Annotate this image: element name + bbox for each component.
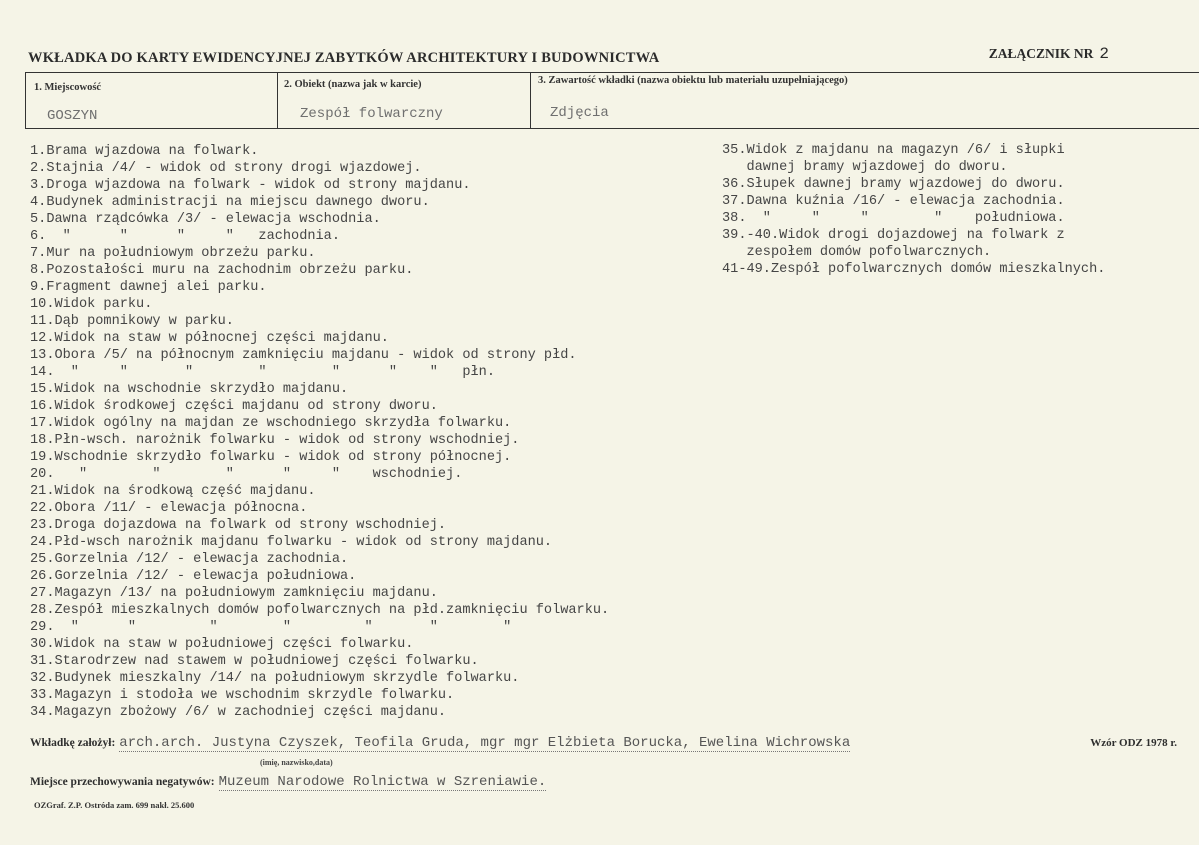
list-item: 30.Widok na staw w południowej części folwarku. [30, 637, 414, 652]
field-divider-2 [530, 72, 531, 129]
list-item: 19.Wschodnie skrzydło folwarku - widok od strony północnej. [30, 450, 512, 465]
authors-label: Wkładkę założył: [30, 737, 116, 749]
object-value: Zespół folwarczny [300, 106, 443, 122]
storage-value: Muzeum Narodowe Rolnictwa w Szreniawie. [218, 774, 547, 790]
printer-imprint: OZGraf. Z.P. Ostróda zam. 699 nakł. 25.600 [34, 800, 195, 810]
list-item: 23.Droga dojazdowa na folwark od strony wschodniej. [30, 518, 447, 533]
card-title: WKŁADKA DO KARTY EWIDENCYJNEJ ZABYTKÓW ARCHITEKTURY I BUDOWNICTWA [28, 50, 660, 66]
list-item: 24.Płd-wsch narożnik majdanu folwarku - widok od strony majdanu. [30, 535, 553, 550]
form-pattern: Wzór ODZ 1978 r. [1090, 737, 1177, 749]
authors-value: arch.arch. Justyna Czyszek, Teofila Gruda, mgr mgr Elżbieta Borucka, Ewelina Wichrowska [119, 735, 851, 751]
annex-number: 2 [1099, 45, 1109, 63]
annex-label [989, 45, 1109, 63]
list-item: 39.-40.Widok drogi dojazdowej na folwark z [722, 228, 1065, 243]
list-item: dawnej bramy wjazdowej do dworu. [722, 160, 1008, 175]
list-item: 16.Widok środkowej części majdanu od strony dworu. [30, 399, 438, 414]
list-item: 33.Magazyn i stodoła we wschodnim skrzydle folwarku. [30, 688, 455, 703]
list-item: 14. " " " " " " " płn. [30, 365, 495, 380]
list-item: 36.Słupek dawnej bramy wjazdowej do dworu. [722, 177, 1065, 192]
list-item: 2.Stajnia /4/ - widok od strony drogi wjazdowej. [30, 161, 422, 176]
list-item: 8.Pozostałości muru na zachodnim obrzeżu parku. [30, 263, 414, 278]
list-item: 18.Płn-wsch. narożnik folwarku - widok od strony wschodniej. [30, 433, 520, 448]
list-item: 4.Budynek administracji na miejscu dawnego dworu. [30, 195, 430, 210]
list-item: 32.Budynek mieszkalny /14/ na południowym skrzydle folwarku. [30, 671, 520, 686]
list-item: 41-49.Zespół pofolwarcznych domów mieszkalnych. [722, 262, 1106, 277]
photo-list-right [722, 142, 1105, 278]
field-divider-1 [277, 72, 278, 129]
list-item: 11.Dąb pomnikowy w parku. [30, 314, 234, 329]
annex-label-text: ZAŁĄCZNIK NR [988, 46, 1094, 61]
list-item: 3.Droga wjazdowa na folwark - widok od strony majdanu. [30, 178, 471, 193]
list-item: 28.Zespół mieszkalnych domów pofolwarcznych na płd.zamknięciu folwarku. [30, 603, 610, 618]
storage-label: Miejsce przechowywania negatywów: [30, 776, 215, 788]
list-item: 31.Starodrzew nad stawem w południowej części folwarku. [30, 654, 479, 669]
content-label: 3. Zawartość wkładki (nazwa obiektu lub materiału uzupełniającego) [538, 75, 848, 86]
list-item: 37.Dawna kuźnia /16/ - elewacja zachodnia. [722, 194, 1065, 209]
list-item: 5.Dawna rządcówka /3/ - elewacja wschodnia. [30, 212, 381, 227]
header-bottom-rule [25, 128, 1199, 129]
list-item: 12.Widok na staw w północnej części majdanu. [30, 331, 389, 346]
list-item: 35.Widok z majdanu na magazyn /6/ i słupki [722, 143, 1065, 158]
left-border [25, 72, 26, 129]
list-item: 15.Widok na wschodnie skrzydło majdanu. [30, 382, 349, 397]
list-item: 10.Widok parku. [30, 297, 153, 312]
place-value: GOSZYN [47, 108, 98, 124]
list-item: 20. " " " " " wschodniej. [30, 467, 463, 482]
list-item: 27.Magazyn /13/ na południowym zamknięciu majdanu. [30, 586, 438, 601]
list-item: 34.Magazyn zbożowy /6/ w zachodniej części majdanu. [30, 705, 447, 720]
list-item: 6. " " " " zachodnia. [30, 229, 340, 244]
list-item: 38. " " " " południowa. [722, 211, 1065, 226]
list-item: 26.Gorzelnia /12/ - elewacja południowa. [30, 569, 357, 584]
authors-caption: (imię, nazwisko,data) [260, 758, 333, 767]
list-item: zespołem domów pofolwarcznych. [722, 245, 992, 260]
content-value: Zdjęcia [550, 105, 609, 121]
list-item: 22.Obora /11/ - elewacja północna. [30, 501, 308, 516]
list-item: 17.Widok ogólny na majdan ze wschodniego skrzydła folwarku. [30, 416, 512, 431]
storage-row [30, 772, 546, 790]
list-item: 21.Widok na środkową część majdanu. [30, 484, 316, 499]
photo-list-left [30, 143, 609, 721]
authors-row [30, 733, 850, 751]
list-item: 13.Obora /5/ na północnym zamknięciu majdanu - widok od strony płd. [30, 348, 577, 363]
place-label: 1. Miejscowość [34, 82, 102, 93]
list-item: 1.Brama wjazdowa na folwark. [30, 144, 259, 159]
list-item: 7.Mur na południowym obrzeżu parku. [30, 246, 316, 261]
object-label: 2. Obiekt (nazwa jak w karcie) [284, 79, 422, 90]
list-item: 29. " " " " " " " [30, 620, 512, 635]
list-item: 9.Fragment dawnej alei parku. [30, 280, 267, 295]
header-top-rule [25, 72, 1199, 73]
list-item: 25.Gorzelnia /12/ - elewacja zachodnia. [30, 552, 349, 567]
